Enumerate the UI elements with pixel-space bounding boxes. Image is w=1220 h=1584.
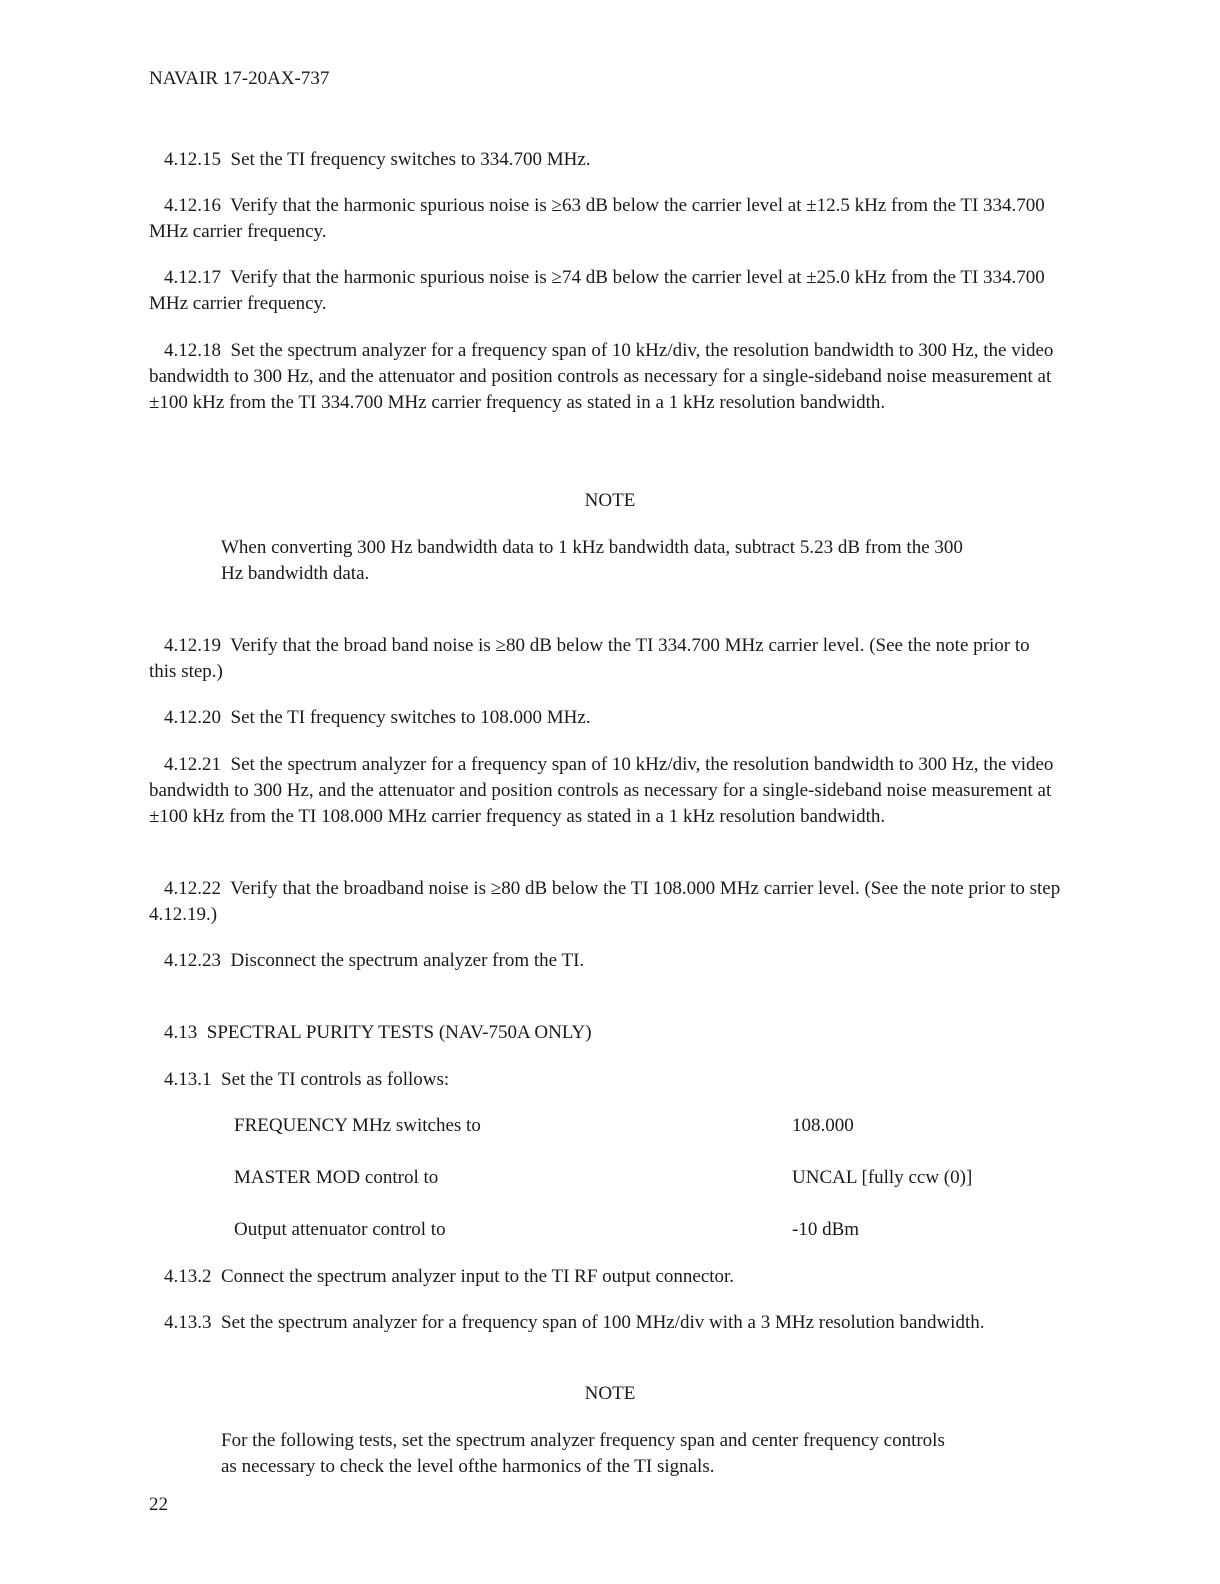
step-4-13-2 (149, 1264, 1061, 1290)
step-4-13-1 (149, 1067, 1061, 1093)
control-label: Output attenuator control to (234, 1219, 446, 1240)
step-number: 4.13.2 (164, 1266, 212, 1287)
step-text: Set the spectrum analyzer for a frequency span of 10 kHz/div, the resolution bandwidth to 300 Hz, the video bandwidth to 300 Hz, and the attenuator and position controls as necessary for a single-sideband noise measurement at ±100 kHz from the TI 108.000 MHz carrier frequency as stated in a 1 kHz resolution bandwidth. (149, 754, 1054, 827)
step-number: 4.12.18 (164, 340, 221, 361)
step-text: Verify that the harmonic spurious noise is ≥74 dB below the carrier level at ±25.0 kHz from the TI 334.700 MHz carrier frequency. (149, 267, 1045, 314)
step-4-12-19 (149, 633, 1061, 685)
step-number: 4.13.1 (164, 1069, 212, 1090)
step-text: Disconnect the spectrum analyzer from the TI. (230, 950, 585, 971)
step-text: Connect the spectrum analyzer input to the TI RF output connector. (221, 1266, 735, 1287)
step-text: Set the spectrum analyzer for a frequency span of 100 MHz/div with a 3 MHz resolution bandwidth. (221, 1312, 985, 1333)
section-title: SPECTRAL PURITY TESTS (NAV-750A ONLY) (206, 1022, 592, 1043)
step-4-12-23 (149, 948, 1061, 974)
step-text: Set the spectrum analyzer for a frequency span of 10 kHz/div, the resolution bandwidth to 300 Hz, the video bandwidth to 300 Hz, and the attenuator and position controls as necessary for a single-sideband noise measurement at ±100 kHz from the TI 334.700 MHz carrier frequency as stated in a 1 kHz resolution bandwidth. (149, 340, 1054, 413)
step-text: Verify that the broadband noise is ≥80 dB below the TI 108.000 MHz carrier level. (See the note prior to step 4.12.19.) (149, 878, 1061, 925)
control-label: FREQUENCY MHz switches to (234, 1115, 481, 1136)
step-text: Verify that the harmonic spurious noise is ≥63 dB below the carrier level at ±12.5 kHz from the TI 334.700 MHz carrier frequency. (149, 195, 1045, 242)
note-text: When converting 300 Hz bandwidth data to 1 kHz bandwidth data, subtract 5.23 dB from the 300 Hz bandwidth data. (221, 537, 963, 584)
step-number: 4.12.16 (164, 195, 221, 216)
step-4-12-17 (149, 265, 1061, 317)
step-4-12-18 (149, 338, 1061, 416)
step-4-12-16 (149, 193, 1061, 245)
step-number: 4.12.17 (164, 267, 221, 288)
section-number: 4.13 (164, 1022, 198, 1043)
step-number: 4.12.15 (164, 149, 221, 170)
control-value: 108.000 (792, 1115, 854, 1136)
section-heading (149, 1020, 1061, 1046)
note-text: For the following tests, set the spectrum analyzer frequency span and center frequency controls as necessary to check the level ofthe harmonics of the TI signals. (221, 1430, 945, 1477)
note-title: NOTE (584, 1383, 636, 1404)
step-text: Verify that the broad band noise is ≥80 dB below the TI 334.700 MHz carrier level. (See the note prior to this step.) (149, 635, 1030, 682)
step-text: Set the TI controls as follows: (221, 1069, 450, 1090)
step-text: Set the TI frequency switches to 108.000 MHz. (230, 707, 591, 728)
step-number: 4.13.3 (164, 1312, 212, 1333)
step-4-12-21 (149, 752, 1061, 830)
page-number: 22 (149, 1494, 168, 1515)
step-4-13-3 (149, 1310, 1089, 1336)
step-number: 4.12.20 (164, 707, 221, 728)
control-value: UNCAL [fully ccw (0)] (792, 1167, 973, 1188)
step-4-12-20 (149, 705, 1061, 731)
step-4-12-22 (149, 876, 1061, 928)
step-text: Set the TI frequency switches to 334.700 MHz. (230, 149, 591, 170)
document-id: NAVAIR 17-20AX-737 (149, 68, 330, 89)
note-title: NOTE (584, 490, 636, 511)
control-label: MASTER MOD control to (234, 1167, 439, 1188)
step-4-12-15 (149, 147, 1061, 173)
step-number: 4.12.21 (164, 754, 221, 775)
step-number: 4.12.22 (164, 878, 221, 899)
step-number: 4.12.23 (164, 950, 221, 971)
control-value: -10 dBm (792, 1219, 860, 1240)
step-number: 4.12.19 (164, 635, 221, 656)
